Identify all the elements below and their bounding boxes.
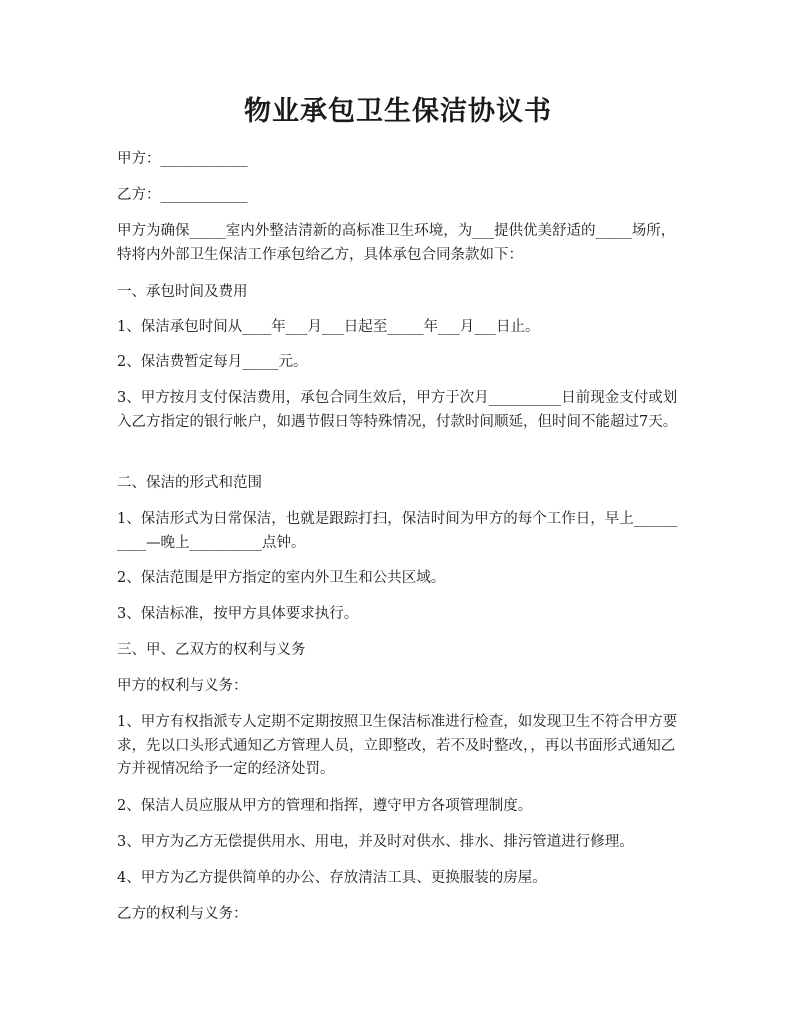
party-a-line: 甲方：____________ bbox=[117, 151, 248, 167]
section-heading-2: 二、保洁的形式和范围 bbox=[117, 475, 262, 491]
party-a-rights-heading: 甲方的权利与义务： bbox=[117, 678, 248, 694]
intro-paragraph: 甲方为确保_____室内外整洁清新的高标准卫生环境，为___提供优美舒适的_____场所，特将内外部卫生保洁工作承包给乙方，具体承包合同条款如下： bbox=[117, 223, 676, 263]
clause-2-2: 2、保洁范围是甲方指定的室内外卫生和公共区域。 bbox=[117, 570, 446, 586]
party-b-rights-heading: 乙方的权利与义务： bbox=[117, 906, 248, 922]
party-b-line: 乙方：____________ bbox=[117, 187, 248, 203]
clause-1-3: 3、甲方按月支付保洁费用，承包合同生效后，甲方于次月__________日前现金支付或划入乙方指定的银行帐户，如遇节假日等特殊情况，付款时间顺延，但时间不能超过7天。 bbox=[117, 390, 678, 430]
section-heading-3: 三、甲、乙双方的权利与义务 bbox=[117, 642, 306, 658]
clause-3-a-4: 4、甲方为乙方提供简单的办公、存放清洁工具、更换服装的房屋。 bbox=[117, 870, 547, 886]
clause-1-1: 1、保洁承包时间从____年___月___日起至_____年___月___日止。 bbox=[117, 319, 540, 335]
section-heading-1: 一、承包时间及费用 bbox=[117, 284, 248, 300]
clause-3-a-3: 3、甲方为乙方无偿提供用水、用电，并及时对供水、排水、排污管道进行修理。 bbox=[117, 834, 634, 850]
clause-1-2: 2、保洁费暂定每月_____元。 bbox=[117, 354, 308, 370]
document-title: 物业承包卫生保洁协议书 bbox=[244, 96, 552, 127]
clause-2-3: 3、保洁标准，按甲方具体要求执行。 bbox=[117, 606, 359, 622]
clause-3-a-1: 1、甲方有权指派专人定期不定期按照卫生保洁标准进行检查，如发现卫生不符合甲方要求，先以口头形式通知乙方管理人员，立即整改，若不及时整改，，再以书面形式通知乙方并视情况给予一定的经济处罚。 bbox=[117, 714, 678, 777]
clause-3-a-2: 2、保洁人员应服从甲方的管理和指挥，遵守甲方各项管理制度。 bbox=[117, 798, 533, 814]
clause-2-1: 1、保洁形式为日常保洁，也就是跟踪打扫，保洁时间为甲方的每个工作日，早上__________—晚上__________点钟。 bbox=[117, 511, 678, 551]
